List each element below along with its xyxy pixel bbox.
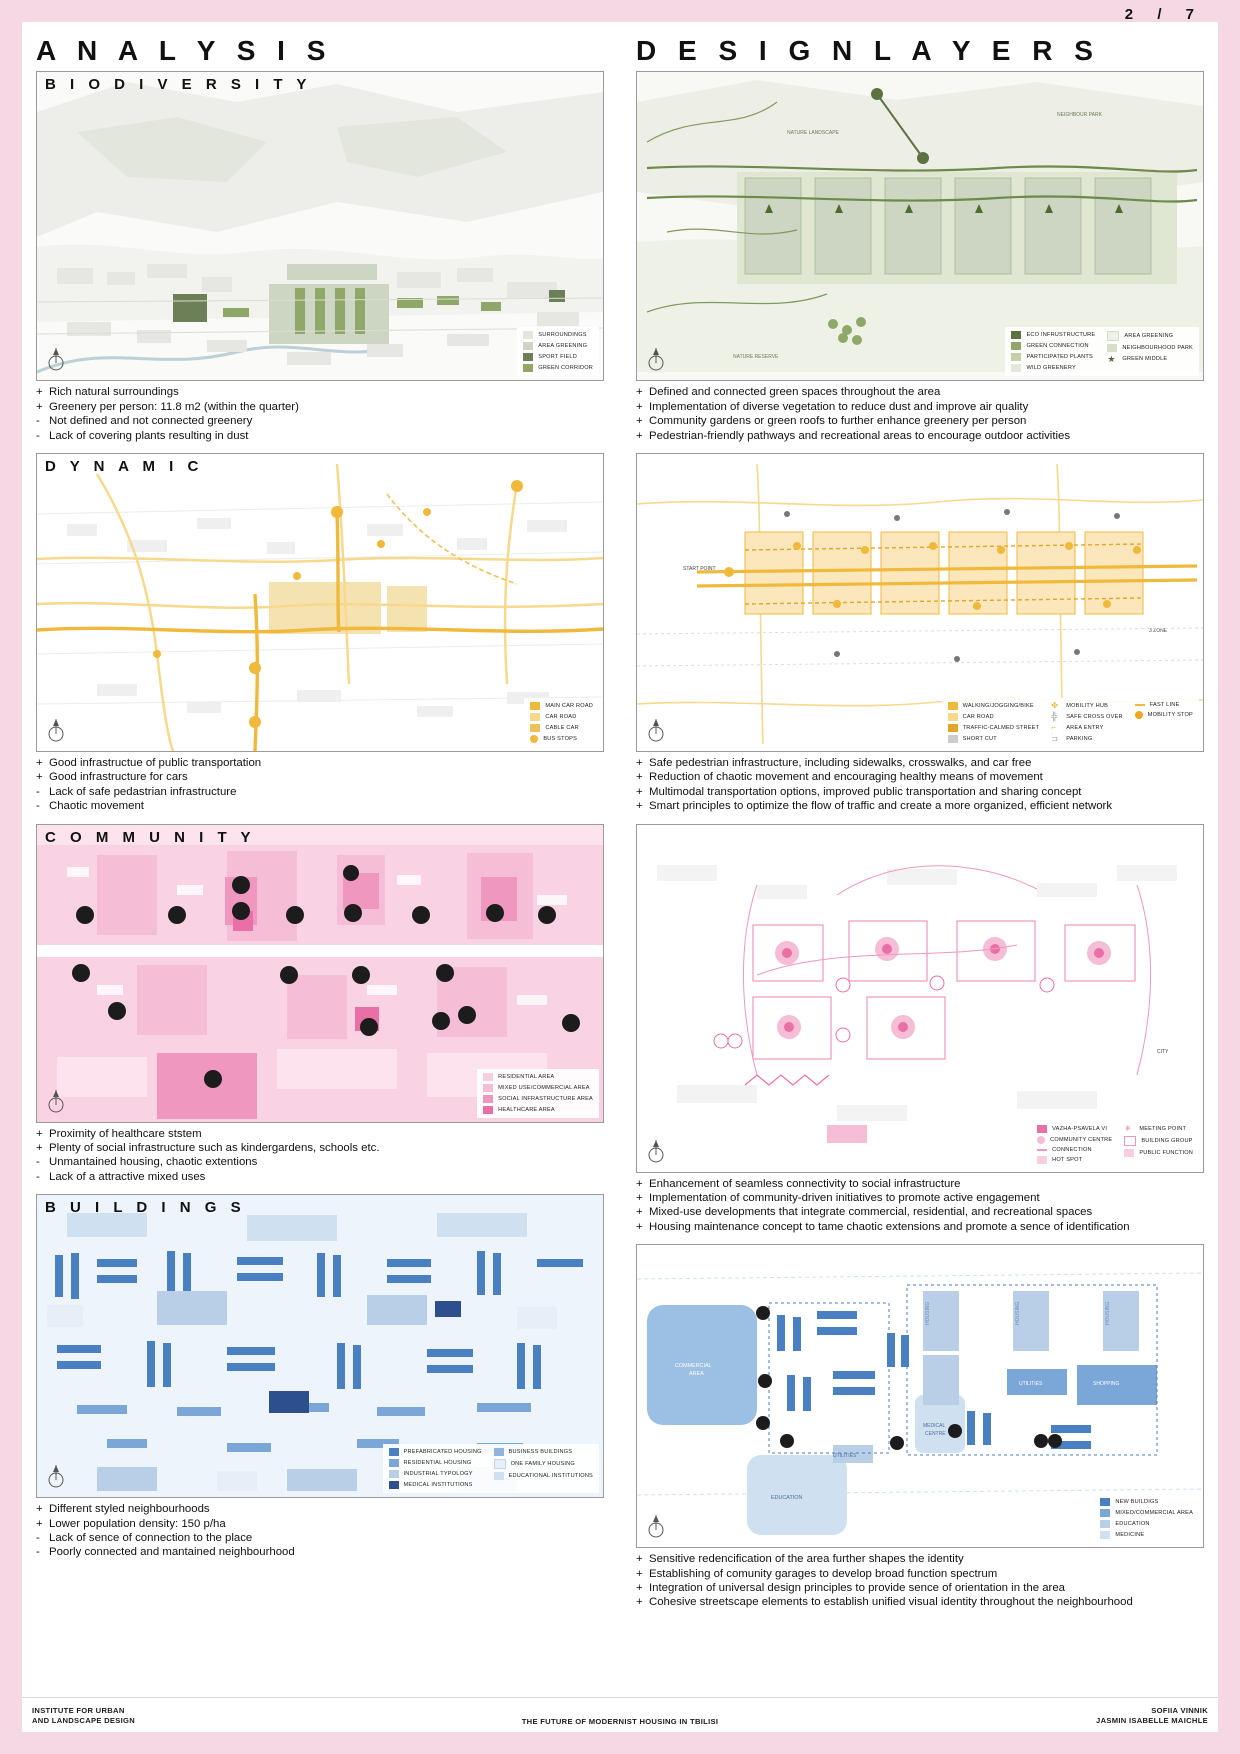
- legend-swatch: [1037, 1125, 1047, 1133]
- star-icon: ★: [1107, 354, 1116, 365]
- legend-text: ONE FAMILY HOUSING: [510, 1461, 575, 1468]
- legend-text: RESIDENTIAL HOUSING: [403, 1460, 472, 1467]
- bullet-item: [636, 400, 1204, 414]
- legend-swatch: [494, 1448, 504, 1456]
- legend-swatch: [1124, 1149, 1134, 1157]
- compass-icon: [645, 1138, 667, 1164]
- legend-swatch: [523, 353, 533, 361]
- bullet-text: Safe pedestrian infrastructure, including sidewalks, crosswalks, and car free: [649, 757, 1032, 770]
- legend-swatch: [523, 364, 533, 372]
- bullet-item: [36, 1502, 604, 1516]
- block-biodiversity: [36, 71, 604, 443]
- svg-text:3 ZONE: 3 ZONE: [1149, 628, 1168, 635]
- bullet-text: Lower population density: 150 p/ha: [49, 1517, 226, 1530]
- bullet-mark: +: [36, 1127, 43, 1140]
- bullet-mark: +: [636, 757, 643, 770]
- bullet-mark: +: [36, 757, 43, 770]
- bullet-item: [36, 785, 604, 799]
- bullet-mark: +: [636, 1567, 643, 1580]
- legend-swatch: [389, 1481, 399, 1489]
- bullets-green-layer: [636, 385, 1204, 443]
- svg-text:EDUCATION: EDUCATION: [771, 1495, 803, 1502]
- block-buildings: [36, 1194, 604, 1560]
- bullet-mark: +: [636, 400, 643, 413]
- map-biodiversity[interactable]: [36, 71, 604, 381]
- legend-text: MOBILITY HUB: [1066, 703, 1109, 710]
- bullet-item: [636, 1567, 1204, 1581]
- bullet-text: Good infrastructue of public transportation: [49, 757, 262, 770]
- legend-biodiversity: [517, 327, 599, 376]
- legend-text: EDUCATION: [1115, 1521, 1150, 1528]
- bullet-item: [636, 1191, 1204, 1205]
- legend-text: MOBILITY STOP: [1147, 712, 1193, 719]
- legend-swatch: [483, 1095, 493, 1103]
- legend-swatch: [1037, 1149, 1047, 1151]
- bullet-item: [36, 1517, 604, 1531]
- bullet-text: Proximity of healthcare ststem: [49, 1127, 202, 1140]
- bullet-item: [36, 429, 604, 443]
- bullet-mark: +: [36, 1503, 43, 1516]
- bullet-item: [36, 799, 604, 813]
- compass-icon: [45, 1463, 67, 1489]
- bullet-text: Lack of a attractive mixed uses: [49, 1170, 206, 1183]
- compass-icon: [45, 717, 67, 743]
- block-buildings-layer: [636, 1244, 1204, 1610]
- legend-text: MEDICINE: [1115, 1532, 1145, 1539]
- map-green-layer[interactable]: [636, 71, 1204, 381]
- bullet-text: Rich natural surroundings: [49, 386, 179, 399]
- bullet-item: [36, 1531, 604, 1545]
- footer-institute-line1: INSTITUTE FOR URBAN: [32, 1706, 125, 1715]
- bullet-item: [36, 756, 604, 770]
- map-buildings-layer[interactable]: [636, 1244, 1204, 1548]
- bullet-mark: +: [636, 785, 643, 798]
- bullet-item: [636, 385, 1204, 399]
- svg-text:CENTRE: CENTRE: [925, 1431, 946, 1438]
- map-dynamic[interactable]: [36, 453, 604, 752]
- legend-swatch: [1100, 1498, 1110, 1506]
- bullets-buildings: [36, 1502, 604, 1560]
- footer-author-1: SOFIIA VINNIK: [1151, 1706, 1208, 1715]
- legend-text: WALKING/JOGGING/BIKE: [962, 703, 1034, 710]
- page-separator: /: [1157, 6, 1164, 23]
- bullet-mark: -: [36, 1546, 40, 1559]
- bullet-item: [36, 414, 604, 428]
- bullet-text: Chaotic movement: [49, 800, 144, 813]
- legend-text: CAR ROAD: [962, 714, 994, 721]
- bullet-text: Not defined and not connected greenery: [49, 415, 253, 428]
- legend-text: INDUSTRIAL TYPOLOGY: [403, 1471, 473, 1478]
- legend-text: AREA GREENING: [538, 343, 588, 350]
- legend-text: ECO INFRUSTRUCTURE: [1026, 332, 1096, 339]
- bullet-text: Different styled neighbourhoods: [49, 1503, 210, 1516]
- design-layers-title: D E S I G N L A Y E R S: [636, 35, 1100, 66]
- legend-swatch: [948, 724, 958, 732]
- legend-swatch: [389, 1448, 399, 1456]
- map-community-layer[interactable]: [636, 824, 1204, 1173]
- bullet-mark: -: [36, 429, 40, 442]
- bullet-item: [36, 400, 604, 414]
- legend-swatch: [483, 1084, 493, 1092]
- legend-text: GREEN CONNECTION: [1026, 343, 1089, 350]
- block-green-layer: [636, 71, 1204, 443]
- legend-text: NEIGHBOURHOOD PARK: [1122, 345, 1193, 352]
- bullet-text: Enhancement of seamless connectivity to social infrastructure: [649, 1177, 961, 1190]
- bullets-community-layer: [636, 1177, 1204, 1235]
- page-number: [1117, 6, 1204, 23]
- legend-swatch: [483, 1073, 493, 1081]
- bullet-mark: +: [36, 771, 43, 784]
- legend-text: FAST LINE: [1149, 702, 1180, 709]
- map-label-community: C O M M U N I T Y: [45, 828, 256, 846]
- bullet-text: Cohesive streetscape elements to establish unified visual identity throughout the neighbourhood: [649, 1596, 1133, 1609]
- svg-text:NATURE LANDSCAPE: NATURE LANDSCAPE: [787, 130, 839, 137]
- legend-mobility-layer: [942, 698, 1199, 747]
- bullets-community: [36, 1127, 604, 1185]
- bullet-mark: +: [36, 400, 43, 413]
- svg-text:SHOPPING: SHOPPING: [1093, 1381, 1120, 1388]
- mobility-hub-icon: ✤: [1051, 701, 1058, 711]
- legend-swatch: [494, 1459, 506, 1469]
- meeting-point-icon: ✳: [1124, 1123, 1132, 1133]
- footer-author-2: JASMIN ISABELLE MAICHLE: [1096, 1716, 1208, 1725]
- block-community-layer: [636, 824, 1204, 1235]
- bullet-mark: +: [636, 1582, 643, 1595]
- legend-text: MEDICAL INSTITUTIONS: [403, 1482, 473, 1489]
- legend-swatch: [530, 735, 538, 743]
- legend-community-layer: [1031, 1121, 1199, 1168]
- bullet-mark: +: [36, 1517, 43, 1530]
- bullet-item: [636, 1595, 1204, 1609]
- legend-swatch: [483, 1106, 493, 1114]
- bullet-item: [636, 1205, 1204, 1219]
- bullet-mark: +: [636, 1206, 643, 1219]
- block-mobility-layer: [636, 453, 1204, 814]
- bullet-mark: +: [636, 1553, 643, 1566]
- svg-text:NEIGHBOUR PARK: NEIGHBOUR PARK: [1057, 112, 1102, 119]
- bullet-item: [36, 1170, 604, 1184]
- svg-text:MEDICAL: MEDICAL: [923, 1423, 946, 1430]
- bullet-mark: +: [36, 386, 43, 399]
- bullet-text: Smart principles to optimize the flow of traffic and create a more organized, efficient network: [649, 800, 1113, 813]
- bullet-mark: +: [636, 800, 643, 813]
- crossover-icon: ╬: [1051, 712, 1057, 722]
- bullet-item: [36, 1155, 604, 1169]
- block-community: [36, 824, 604, 1185]
- bullet-mark: +: [636, 771, 643, 784]
- bullet-mark: +: [636, 429, 643, 442]
- legend-swatch: [1011, 353, 1021, 361]
- map-label-dynamic: D Y N A M I C: [45, 458, 204, 476]
- bullet-text: Lack of covering plants resulting in dust: [49, 429, 249, 442]
- analysis-title: A N A L Y S I S: [36, 35, 333, 66]
- bullet-item: [636, 785, 1204, 799]
- bullet-mark: -: [36, 415, 40, 428]
- legend-green-layer: [1005, 327, 1199, 376]
- legend-text: GREEN CORRIDOR: [538, 365, 593, 372]
- bullet-text: Community gardens or green roofs to further enhance greenery per person: [649, 415, 1027, 428]
- bullet-item: [36, 385, 604, 399]
- legend-swatch: [1107, 344, 1117, 352]
- bullet-text: Defined and connected green spaces throughout the area: [649, 386, 941, 399]
- compass-icon: [645, 346, 667, 372]
- legend-swatch: [494, 1472, 504, 1480]
- analysis-column: [36, 36, 604, 1570]
- legend-text: GREEN MIDDLE: [1122, 356, 1168, 363]
- bullet-text: Sensitive redencification of the area further shapes the identity: [649, 1553, 964, 1566]
- bullet-text: Lack of sence of connection to the place: [49, 1532, 253, 1545]
- bullets-dynamic: [36, 756, 604, 814]
- bullet-text: Greenery per person: 11.8 m2 (within the quarter): [49, 400, 299, 413]
- legend-swatch: [948, 702, 958, 710]
- parking-icon: ⊐: [1051, 734, 1058, 744]
- bullet-mark: +: [636, 415, 643, 428]
- legend-text: TRAFFIC-CALMED STREET: [962, 725, 1040, 732]
- legend-text: CONNECTION: [1052, 1146, 1092, 1153]
- bullet-text: Pedestrian-friendly pathways and recreational areas to encourage outdoor activities: [649, 429, 1071, 442]
- bullet-mark: -: [36, 1532, 40, 1545]
- footer-authors: [1096, 1706, 1208, 1726]
- legend-swatch: [530, 702, 540, 710]
- bullet-item: [636, 1220, 1204, 1234]
- bullet-text: Implementation of community-driven initiatives to promote active engagement: [649, 1192, 1040, 1205]
- bullet-item: [36, 1127, 604, 1141]
- legend-swatch: [1011, 364, 1021, 372]
- poster-footer: [22, 1698, 1218, 1732]
- legend-text: PARKING: [1066, 736, 1093, 743]
- legend-text: HEALTHCARE AREA: [498, 1106, 555, 1113]
- bullet-text: Multimodal transportation options, improved public transportation and sharing concept: [649, 785, 1082, 798]
- legend-dynamic: [524, 698, 599, 747]
- bullet-item: [636, 429, 1204, 443]
- legend-text: BUS STOPS: [543, 736, 578, 743]
- legend-text: HOT SPOT: [1052, 1156, 1083, 1163]
- page-current: 2: [1124, 6, 1136, 23]
- legend-swatch: [948, 735, 958, 743]
- svg-text:HOUSING: HOUSING: [1015, 1301, 1021, 1326]
- legend-swatch: [1124, 1136, 1136, 1146]
- svg-text:CITY: CITY: [1157, 1048, 1169, 1055]
- svg-text:COMMERCIAL: COMMERCIAL: [675, 1363, 712, 1370]
- legend-swatch: [530, 713, 540, 721]
- legend-swatch: [523, 331, 533, 339]
- map-buildings[interactable]: [36, 1194, 604, 1498]
- bullet-item: [36, 1545, 604, 1559]
- legend-swatch: [948, 713, 958, 721]
- page-total: 7: [1185, 6, 1196, 23]
- map-mobility-layer[interactable]: [636, 453, 1204, 752]
- bullet-text: Poorly connected and mantained neighbourhood: [49, 1546, 295, 1559]
- legend-text: EDUCATIONAL INSTITUTIONS: [508, 1473, 593, 1480]
- legend-text: MEETING POINT: [1139, 1125, 1187, 1132]
- bullet-item: [636, 1552, 1204, 1566]
- bullet-text: Mixed-use developments that integrate commercial, residential, and recreational spaces: [649, 1206, 1093, 1219]
- bullet-text: Unmantained housing, chaotic extentions: [49, 1156, 258, 1169]
- bullet-text: Integration of universal design principles to provide sence of orientation in the area: [649, 1582, 1066, 1595]
- map-community[interactable]: [36, 824, 604, 1123]
- block-dynamic: [36, 453, 604, 814]
- legend-swatch: [1037, 1156, 1047, 1164]
- legend-swatch: [389, 1459, 399, 1467]
- legend-swatch: [530, 724, 540, 732]
- legend-text: SURROUNDINGS: [538, 332, 587, 339]
- legend-community: [477, 1069, 599, 1118]
- legend-text: NEW BUILDIGS: [1115, 1499, 1159, 1506]
- bullet-item: [636, 414, 1204, 428]
- legend-text: BUSINESS BUILDINGS: [508, 1449, 573, 1456]
- legend-text: SAFE CROSS OVER: [1066, 714, 1123, 721]
- legend-buildings-layer: [1094, 1494, 1199, 1543]
- bullet-mark: -: [36, 800, 40, 813]
- legend-text: BUILDING GROUP: [1141, 1137, 1193, 1144]
- legend-swatch: [1011, 331, 1021, 339]
- bullet-text: Housing maintenance concept to tame chaotic extensions and promote a sence of identification: [649, 1220, 1130, 1233]
- legend-text: MIXED/COMMERCIAL AREA: [1115, 1510, 1193, 1517]
- compass-icon: [645, 1513, 667, 1539]
- bullet-text: Establishing of comunity garages to develop broad function spectrum: [649, 1567, 998, 1580]
- legend-swatch: [1100, 1520, 1110, 1528]
- bullet-mark: -: [36, 785, 40, 798]
- svg-text:HOUSING: HOUSING: [1105, 1301, 1111, 1326]
- svg-text:UTILITIES: UTILITIES: [1019, 1381, 1043, 1388]
- bullet-mark: +: [636, 1192, 643, 1205]
- legend-text: SPORT FIELD: [538, 354, 577, 361]
- legend-swatch: [1100, 1531, 1110, 1539]
- legend-swatch: [1011, 342, 1021, 350]
- bullet-text: Good infrastructure for cars: [49, 771, 188, 784]
- bullet-item: [36, 1141, 604, 1155]
- bullets-biodiversity: [36, 385, 604, 443]
- legend-text: MAIN CAR ROAD: [545, 703, 593, 710]
- bullet-mark: +: [636, 1177, 643, 1190]
- svg-text:NATURE RESERVE: NATURE RESERVE: [733, 354, 779, 361]
- bullet-item: [636, 799, 1204, 813]
- legend-text: RESIDENTIAL AREA: [498, 1073, 555, 1080]
- bullet-text: Reduction of chaotic movement and encouraging healthy means of movement: [649, 771, 1043, 784]
- community-layer-graphic: [637, 825, 1203, 1172]
- bullets-mobility-layer: [636, 756, 1204, 814]
- area-entry-icon: ⌐: [1051, 723, 1056, 733]
- bullet-mark: -: [36, 1156, 40, 1169]
- design-layers-column: [636, 36, 1204, 1620]
- map-label-biodiversity: B I O D I V E R S I T Y: [45, 76, 312, 94]
- legend-text: PUBLIC FUNCTION: [1139, 1149, 1193, 1156]
- legend-text: SOCIAL INFRASTRUCTURE AREA: [498, 1095, 593, 1102]
- svg-text:START POINT: START POINT: [683, 566, 716, 573]
- svg-text:HOUSING: HOUSING: [925, 1301, 931, 1326]
- bullet-item: [636, 770, 1204, 784]
- footer-institute-line2: AND LANDSCAPE DESIGN: [32, 1716, 136, 1725]
- svg-text:UTILITIES: UTILITIES: [833, 1453, 857, 1460]
- dynamic-map-graphic: [37, 454, 603, 751]
- svg-text:AREA: AREA: [689, 1371, 704, 1378]
- compass-icon: [45, 346, 67, 372]
- legend-swatch: [523, 342, 533, 350]
- bullet-item: [636, 1581, 1204, 1595]
- bullet-item: [36, 770, 604, 784]
- compass-icon: [645, 717, 667, 743]
- legend-swatch: [1107, 331, 1119, 341]
- bullets-buildings-layer: [636, 1552, 1204, 1610]
- footer-project-title: THE FUTURE OF MODERNIST HOUSING IN TBILISI: [521, 1717, 719, 1726]
- legend-swatch: [1135, 711, 1143, 719]
- bullet-text: Plenty of social infrastructure such as kindergardens, schools etc.: [49, 1142, 380, 1155]
- legend-text: WILD GREENERY: [1026, 365, 1076, 372]
- legend-text: PREFABRICATED HOUSING: [403, 1449, 482, 1456]
- legend-text: COMMUNITY CENTRE: [1050, 1136, 1113, 1143]
- legend-text: VAZHA-PSAVELA VI: [1052, 1125, 1108, 1132]
- legend-swatch: [1100, 1509, 1110, 1517]
- legend-text: SHORT CUT: [962, 736, 997, 743]
- legend-swatch: [1135, 704, 1145, 706]
- legend-text: PARTICIPATED PLANTS: [1026, 354, 1093, 361]
- legend-swatch: [389, 1470, 399, 1478]
- bullet-text: Lack of safe pedastrian infrastructure: [49, 785, 237, 798]
- bullet-mark: +: [36, 1142, 43, 1155]
- poster-page: [22, 6, 1218, 1732]
- legend-text: AREA GREENING: [1124, 333, 1174, 340]
- compass-icon: [45, 1088, 67, 1114]
- legend-text: CAR ROAD: [545, 714, 577, 721]
- bullet-mark: +: [636, 1220, 643, 1233]
- map-label-buildings: B U I L D I N G S: [45, 1199, 246, 1217]
- bullet-item: [636, 756, 1204, 770]
- bullet-mark: -: [36, 1170, 40, 1183]
- legend-text: CABLE CAR: [545, 725, 579, 732]
- legend-buildings: [383, 1444, 599, 1493]
- legend-text: MIXED USE/COMMERCIAL AREA: [498, 1084, 590, 1091]
- legend-swatch: [1037, 1136, 1045, 1144]
- bullet-item: [636, 1177, 1204, 1191]
- bullet-text: Implementation of diverse vegetation to reduce dust and improve air quality: [649, 400, 1029, 413]
- legend-text: AREA ENTRY: [1066, 725, 1104, 732]
- bullet-mark: +: [636, 386, 643, 399]
- bullet-mark: +: [636, 1596, 643, 1609]
